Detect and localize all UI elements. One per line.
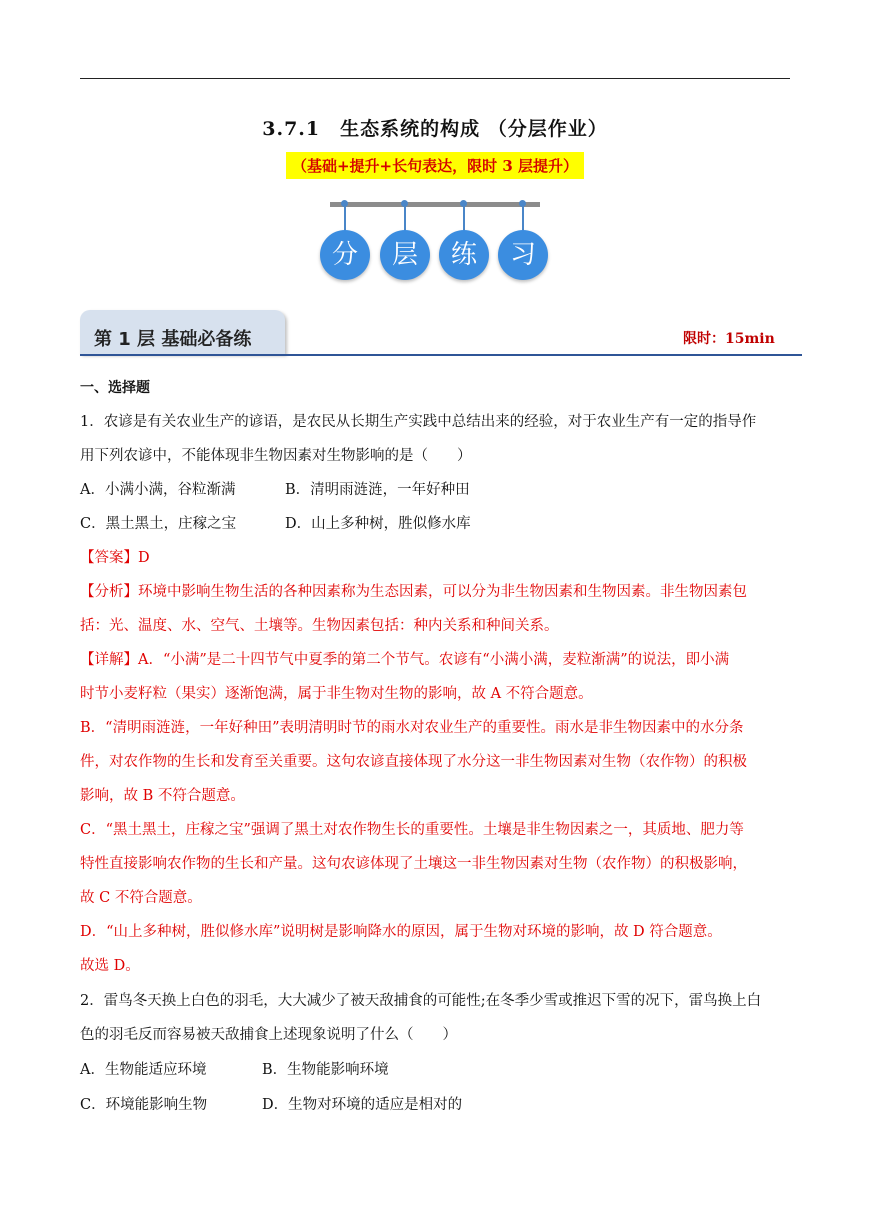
q1-answer (80, 546, 150, 567)
banner-pin-dot (519, 200, 526, 207)
q1-detail (80, 648, 729, 669)
analysis-tag: 【分析】 (80, 584, 138, 600)
top-rule (80, 78, 790, 79)
banner-bar (330, 202, 540, 207)
q1-detail: 件，对农作物的生长和发育至关重要。这句农谚直接体现了水分这一非生物因素对生物（农作物）的积极 (80, 754, 747, 770)
q1-detail: 特性直接影响农作物的生长和产量。这句农谚体现了土壤这一非生物因素对生物（农作物）的积极影响， (80, 856, 747, 872)
q1-stem: 用下列农谚中，不能体现非生物因素对生物影响的是（ ） (80, 448, 472, 464)
answer-value: D (138, 550, 150, 566)
q2-option-a: A．生物能适应环境 (80, 1062, 207, 1078)
level-title: 第 1 层 基础必备练 (94, 329, 252, 350)
q1-analysis (80, 580, 747, 601)
detail-tag: 【详解】 (80, 652, 138, 668)
q1-detail: B．“清明雨涟涟，一年好种田”表明清明时节的雨水对农业生产的重要性。雨水是非生物因素中的水分条 (80, 720, 744, 736)
subtitle-wrap (0, 152, 870, 179)
page-title: 3.7.1 生态系统的构成 （分层作业） (262, 118, 608, 140)
banner-circle-3: 练 (439, 230, 489, 280)
q2-option-b: B．生物能影响环境 (262, 1062, 389, 1078)
banner-pin-dot (341, 200, 348, 207)
banner-circle-1: 分 (320, 230, 370, 280)
q1-analysis: 括：光、温度、水、空气、土壤等。生物因素包括：种内关系和种间关系。 (80, 618, 559, 634)
q1-detail: 影响，故 B 不符合题意。 (80, 788, 245, 804)
q1-detail: D．“山上多种树，胜似修水库”说明树是影响降水的原因，属于生物对环境的影响，故 D 符合题意。 (80, 924, 722, 940)
q1-detail: 故 C 不符合题意。 (80, 890, 202, 906)
banner-circle-2: 层 (380, 230, 430, 280)
time-limit: 限时：15min (683, 331, 775, 347)
level-rule (80, 354, 802, 356)
q2-stem: 色的羽毛反而容易被天敌捕食上述现象说明了什么（ ） (80, 1027, 457, 1043)
q2-option-d: D．生物对环境的适应是相对的 (262, 1097, 463, 1113)
analysis-text: 环境中影响生物生活的各种因素称为生态因素，可以分为非生物因素和生物因素。非生物因素包 (138, 584, 747, 600)
banner-circle-4: 习 (498, 230, 548, 280)
q2-stem: 2．雷鸟冬天换上白色的羽毛，大大减少了被天敌捕食的可能性;在冬季少雪或推迟下雪的况下，雷鸟换上白 (80, 993, 762, 1009)
q1-detail: C．“黑土黑土，庄稼之宝”强调了黑土对农作物生长的重要性。土壤是非生物因素之一，其质地、肥力等 (80, 822, 744, 838)
q1-detail: 时节小麦籽粒（果实）逐渐饱满，属于非生物对生物的影响，故 A 不符合题意。 (80, 686, 593, 702)
answer-tag: 【答案】 (80, 550, 138, 566)
banner-pin-dot (460, 200, 467, 207)
q2-option-c: C．环境能影响生物 (80, 1097, 208, 1113)
detail-text: A．“小满”是二十四节气中夏季的第二个节气。农谚有“小满小满，麦粒渐满”的说法，即小满 (138, 652, 730, 668)
q1-stem: 1．农谚是有关农业生产的谚语，是农民从长期生产实践中总结出来的经验，对于农业生产有一定的指导作 (80, 414, 757, 430)
q1-option-b: B．清明雨涟涟，一年好种田 (285, 482, 470, 498)
banner-pin-dot (401, 200, 408, 207)
q1-option-c: C．黑土黑土，庄稼之宝 (80, 516, 237, 532)
page-subtitle: （基础+提升+长句表达，限时 3 层提升） (286, 152, 584, 179)
section-title: 一、选择题 (80, 380, 150, 396)
q1-option-a: A．小满小满，谷粒渐满 (80, 482, 236, 498)
q1-detail: 故选 D。 (80, 958, 140, 974)
q1-option-d: D．山上多种树，胜似修水库 (285, 516, 471, 532)
